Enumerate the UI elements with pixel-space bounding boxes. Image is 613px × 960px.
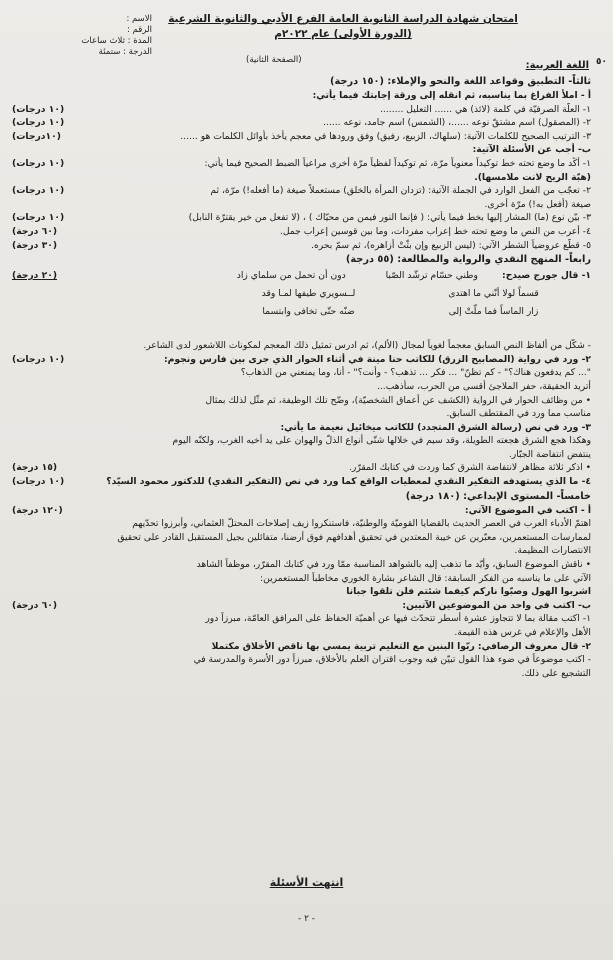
line-text: ٣- بيّن نوع (ما) المشار إليها بخط فيما يأتي: ( فإنما النور فيمن من محيّاك ) ، (لا تفعل من خير يقترّة النابل) [188, 212, 591, 224]
line-text: ٢- (المصقول) اسم مشتقّ نوعه ......، (الشمس) اسم جامد، نوعه ...... [323, 117, 591, 129]
line-text: خامساً- المستوى الإبداعي: (١٨٠ درجة) [405, 490, 591, 502]
poem-hemistich: زار الماساً فما ملّتْ إلى [448, 306, 539, 318]
line-text: - شكّل من ألفاظ النص السابق معجماً لغوياً لمجال (الألم)، ثم ادرس تمثيل ذلك المعجم لمكونات اللاشعور لدى الشاعر. [143, 340, 591, 352]
poem-row [221, 267, 591, 285]
line-text: لممارسات المستعمرين، معبّرين عن خيبة المعتدين في تحقيق أهدافهم فوق أرضنا، متفائلين بجيل المستقبل القادر على تحقيق [117, 531, 591, 543]
line-text: ٤- ما الذي يستهدفه التفكير النقدي لمعطيات الواقع كما ورد في نص (التفكير النقدي) للدكتور محمود السيّد؟ [106, 476, 591, 488]
question-line [12, 380, 591, 394]
grade-mark: (١٥ درجة) [12, 462, 58, 474]
exam-title-line2: (الدورة الأولى) عام ٢٠٢٢م [274, 28, 412, 40]
question-line [12, 612, 591, 626]
poem-row [221, 285, 591, 303]
question-line [12, 116, 591, 130]
line-text: الأهل والإعلام في غرس هذه القيمة. [454, 627, 591, 638]
question-line [12, 544, 591, 558]
line-text: "... كم يدفعون هناك؟" - كم تظنّ" ... فكر ... تذهب؟ - وأنت؟" - أنا، وما يمنعني من الذهاب؟ [240, 367, 591, 379]
line-text: الانتصارات المظيمة. [514, 545, 591, 557]
line-text: صيغة (أفعل به!) مرّة أخرى. [484, 198, 591, 210]
poem-lines [221, 267, 591, 321]
grade-mark: (١٠ درجات) [12, 117, 65, 129]
question-line [12, 157, 591, 171]
question-line [12, 517, 591, 531]
grade-mark: (١٠ درجات) [12, 353, 65, 365]
line-text: (هبّة الريح لانت ملامسها). [474, 171, 591, 183]
grade-mark: (١٠درجات) [12, 130, 61, 142]
question-line [12, 184, 591, 198]
poem-mark: (٢٠ درجة) [12, 270, 58, 282]
line-text: • ناقش الموضوع السابق، وأيّد ما تذهب إليه بالشواهد المناسبة ممّا ورد في كتابك المقرّر، موظفاً الشاهد [196, 559, 591, 571]
grade-mark: (٣٠ درجة) [12, 239, 58, 251]
poem-hemistich: لــسويري طيفها لمـا وقد [261, 288, 356, 300]
line-text: ١- أكِّد ما وضع تحته خط توكيداً معنوياً مرّة، ثم توكيداً لفظياً مرّة أخرى مراعياً الضبط الصحيح فيما يأتي: [204, 157, 591, 169]
question-line [12, 211, 591, 225]
line-text: وهكذا هجع الشرق هجعته الطويلة، وقد سيم في خلالها شتّى أنواع الذلّ والهوان على يد أخيه الغرب، ولكنّه اليوم [172, 435, 591, 447]
field-grade: الدرجة : ستمئة [98, 47, 152, 57]
question-line [12, 353, 591, 367]
page-label: (الصفحة الثانية) [246, 55, 302, 65]
line-text: مناسب مما ورد في المقتطف السابق. [446, 408, 591, 420]
line-text: أتريد الحقيقة، حفر الملاجئ أقسى من الحرب، سأذهب... [376, 380, 591, 392]
line-text: ٢- قال معروف الرصافي: ربّوا البنين مع التعليم تربية يمسي بها ناقص الأخلاق مكتملا [211, 640, 591, 652]
questions-block-2 [12, 339, 591, 680]
poem-hemistich: دون أن تحمل من سلماي زاد [236, 270, 346, 282]
question-line [12, 89, 591, 103]
line-text: ٤- أعرب من النص ما وضع تحته خط إعراب مفردات، وما بين قوسين إعراب جمل. [279, 225, 591, 237]
line-text: ب- أجب عن الأسئلة الآتية: [472, 144, 591, 156]
line-text: - اكتب موضوعاً في ضوء هذا القول تبيّن فيه وجوب اقتران العلم بالأخلاق، مبرزاً دور الأسرة والمدرسة في [193, 654, 591, 666]
line-text: التشجيع على ذلك. [521, 667, 591, 679]
field-number: الرقم : [127, 25, 152, 35]
line-text: اهتمّ الأدباء العرب في العصر الحديث بالقضايا القوميّة والوطنيّة، فاستنكروا زيف إصلاحات المحتلّ العثماني، وأبرزوا تحدّيهم [132, 518, 591, 530]
question-line [12, 558, 591, 572]
question-line [12, 489, 591, 504]
end-of-questions: انتهت الأسئلة [269, 876, 344, 889]
question-line [12, 198, 591, 212]
line-text: ينتفض انتفاضة الجبّار. [508, 448, 591, 460]
question-line [12, 74, 591, 89]
poem-hemistich: وطني حسّام ترشّد الصّبا [385, 270, 478, 282]
question-line [12, 599, 591, 613]
question-line [12, 130, 591, 144]
grade-mark: (١٠ درجات) [12, 185, 65, 197]
question-line [12, 475, 591, 489]
question-line [12, 339, 591, 353]
question-line [12, 504, 591, 518]
exam-title-line1: امتحان شهادة الدراسة الثانوية العامة الفرع الأدبي والثانوية الشرعية [168, 13, 518, 25]
poem-hemistich: قسماً لولا أنّني ما اهتدى [448, 288, 539, 300]
question-line [12, 103, 591, 117]
line-text: ١- العلّة الصرفيّة في كلمة (لائذ) هي ...... التعليل ........ [380, 103, 591, 115]
grade-mark: (١٠ درجات) [12, 212, 65, 224]
question-line [12, 366, 591, 380]
subject-title: اللغة العربية: [525, 60, 589, 71]
grade-mark: (٦٠ درجة) [12, 599, 58, 611]
line-text: أ - اكتب في الموضوع الآتي: [464, 504, 591, 516]
question-line [12, 407, 591, 421]
poem-lead: ١- قال جورج صيدح: [502, 270, 591, 282]
line-text: الآتي على ما يناسبه من الفكر السابقة: قال الشاعر بشارة الخوري مخاطباً المستعمرين: [260, 572, 591, 584]
poem-row [221, 303, 591, 321]
question-line [12, 667, 591, 681]
question-line [12, 461, 591, 475]
line-text: ثالثاً- التطبيق وقواعد اللغة والنحو والإملاء: (١٥٠ درجة) [329, 76, 591, 87]
poem-question [12, 267, 591, 339]
header-fields [56, 14, 152, 58]
side-mark: ٥٠ [596, 57, 607, 67]
question-line [12, 448, 591, 462]
grade-mark: (١٠ درجات) [12, 157, 65, 169]
question-line [12, 394, 591, 408]
question-line [12, 640, 591, 654]
question-line [12, 421, 591, 435]
question-line [12, 171, 591, 185]
line-text: ٥- قطّع عروضياً الشطر الآتي: (ليس الزبيع وإن بثّتْ أزاهره)، ثم سمّ بحره. [311, 239, 591, 251]
question-line [12, 239, 591, 253]
question-line [12, 653, 591, 667]
grade-mark: (١٠ درجات) [12, 103, 65, 115]
question-line [12, 252, 591, 267]
page-number: - ٢ - [297, 914, 316, 924]
line-text: أ - املأ الفراغ بما يناسبه، ثم انقله إلى ورقة إجابتك فيما يأتي: [312, 90, 591, 101]
question-line [12, 626, 591, 640]
question-line [12, 434, 591, 448]
line-text: ١- اكتب مقالة بما لا تتجاوز عشرة أسطر تتحدّث فيها عن أهميّة الحفاظ على المرافق العامّة، مبرزاً دور [205, 613, 591, 625]
line-text: ٢- تعجّب من الفعل الوارد في الجملة الآتية: (تزدان المرأة بالخلق) مستعملاً صيغة (ما أفعله!) مرّة، ثم [210, 185, 591, 197]
question-line [12, 143, 591, 157]
poem-hemistich: ضنّه حتّى تخافى وابتسما [262, 306, 355, 318]
question-line [12, 225, 591, 239]
grade-mark: (١٠ درجات) [12, 476, 65, 488]
line-text: ٣- الترتيب الصحيح للكلمات الآتية: (سلهاك، الزبيع، رفيق) وفق ورودها في معجم يأخذ بأوائل الكلمات هو ...... [180, 130, 591, 142]
questions-body [12, 74, 591, 680]
questions-block-1 [12, 74, 591, 267]
line-text: رابعاً- المنهج النقدي والرواية والمطالعة: (٥٥ درجة) [345, 254, 591, 266]
line-text: ٢- ورد في رواية (المصابيح الزرق) للكاتب حنا مينة في أثناء الحوار الذي جرى بين فارس ونجوم: [163, 353, 591, 365]
grade-mark: (٦٠ درجة) [12, 225, 58, 237]
line-text: ب- اكتب في واحد من الموضوعين الآتيين: [402, 599, 591, 611]
line-text: • اذكر ثلاثة مظاهر لانتفاضة الشرق كما وردت في كتابك المقرّر. [348, 462, 591, 474]
grade-mark: (١٢٠ درجة) [12, 504, 63, 516]
question-line [12, 585, 591, 599]
line-text: ٣- ورد في نص (رسالة الشرق المتجدد) للكاتب ميخائيل نعيمة ما يأتي: [280, 421, 591, 433]
field-duration: المدة : ثلاث ساعات [81, 36, 152, 46]
exam-title [158, 12, 528, 42]
line-text: اشربوا الهول وصبّوا ناركم كيفما شئتم فلن تلقوا جبانا [346, 586, 591, 598]
field-name: الاسم : [126, 14, 152, 24]
question-line [12, 572, 591, 586]
line-text: • من وظائف الحوار في الرواية (الكشف عن أعماق الشخصيّة)، وضّح تلك الوظيفة، ثم مثّل لذلك بمثال [205, 394, 591, 406]
question-line [12, 531, 591, 545]
